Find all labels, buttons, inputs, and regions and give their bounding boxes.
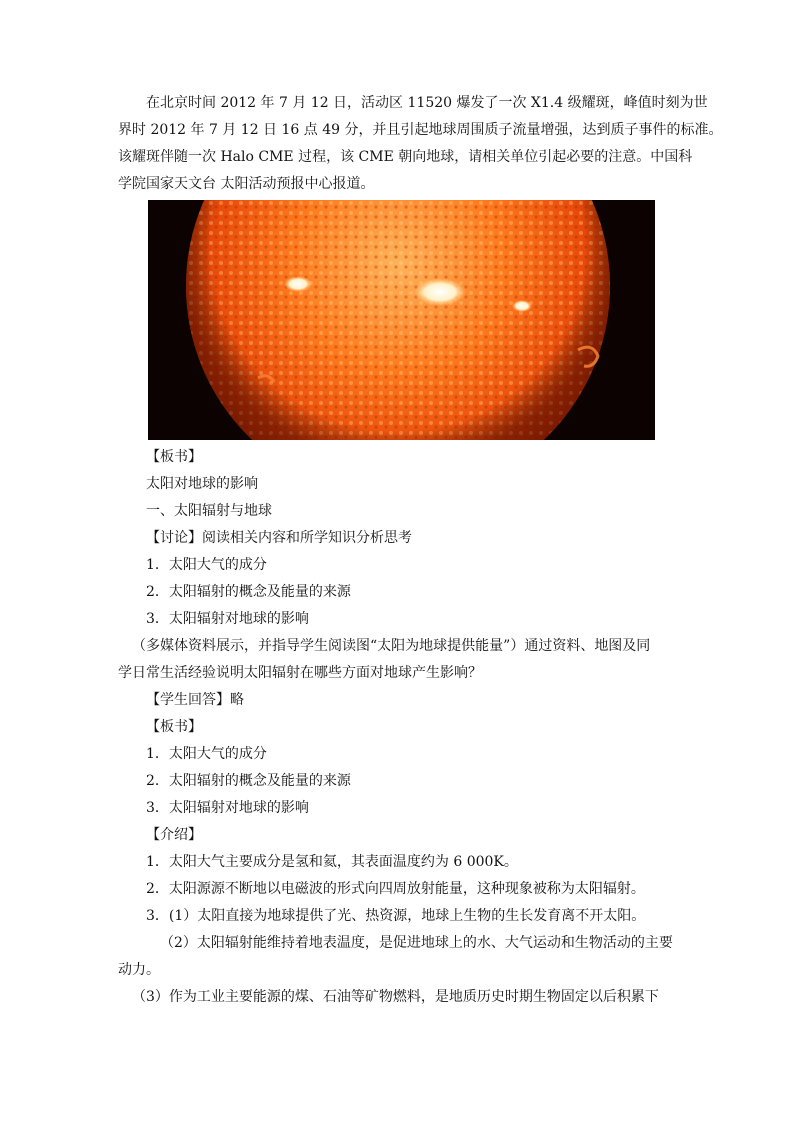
multimedia-note-cont: 学日常生活经验说明太阳辐射在哪些方面对地球产生影响？	[118, 665, 482, 681]
intro-line: 学院国家天文台 太阳活动预报中心报道。	[118, 176, 375, 192]
multimedia-note: （多媒体资料展示，并指导学生阅读图“太阳为地球提供能量”）通过资料、地图及同	[132, 638, 651, 654]
intro-paragraph	[118, 90, 723, 198]
sun-illustration	[148, 200, 655, 440]
list-item: 3．太阳辐射对地球的影响	[146, 800, 309, 816]
student-answer: 【学生回答】略	[146, 692, 244, 708]
intro-subitem: （2）太阳辐射能维持着地表温度，是促进地球上的水、大气运动和生物活动的主要	[160, 935, 673, 951]
topic-title: 太阳对地球的影响	[146, 476, 258, 492]
heading-board: 【板书】	[146, 449, 202, 465]
list-item: 3．太阳辐射对地球的影响	[146, 611, 309, 627]
intro-item: 1．太阳大气主要成分是氢和氦，其表面温度约为 6 000K。	[146, 854, 518, 870]
intro-item: 3．(1）太阳直接为地球提供了光、热资源，地球上生物的生长发育离不开太阳。	[146, 908, 646, 924]
section-title: 一、太阳辐射与地球	[146, 503, 272, 519]
intro-subitem-cont: 动力。	[118, 962, 160, 978]
intro-line: 界时 2012 年 7 月 12 日 16 点 49 分，并且引起地球周围质子流量增强，达到质子事件的标准。	[118, 122, 723, 138]
intro-line: 该耀斑伴随一次 Halo CME 过程，该 CME 朝向地球，请相关单位引起必要的注意。中国科	[118, 149, 693, 165]
list-item: 1．太阳大气的成分	[146, 557, 267, 573]
flare-region	[414, 278, 466, 306]
intro-item: 2．太阳源源不断地以电磁波的形式向四周放射能量，这种现象被称为太阳辐射。	[146, 881, 645, 897]
list-item: 2．太阳辐射的概念及能量的来源	[146, 584, 351, 600]
sun-image	[148, 200, 655, 440]
list-item: 2．太阳辐射的概念及能量的来源	[146, 773, 351, 789]
intro-subitem: （3）作为工业主要能源的煤、石油等矿物燃料，是地质历史时期生物固定以后积累下	[132, 989, 659, 1005]
discussion-prompt: 【讨论】阅读相关内容和所学知识分析思考	[146, 530, 412, 546]
heading-board: 【板书】	[146, 719, 202, 735]
list-item: 1．太阳大气的成分	[146, 746, 267, 762]
heading-intro: 【介绍】	[146, 827, 202, 843]
document-content	[118, 90, 723, 1011]
intro-line: 在北京时间 2012 年 7 月 12 日，活动区 11520 爆发了一次 X1.4 级耀斑，峰值时刻为世	[146, 95, 708, 111]
